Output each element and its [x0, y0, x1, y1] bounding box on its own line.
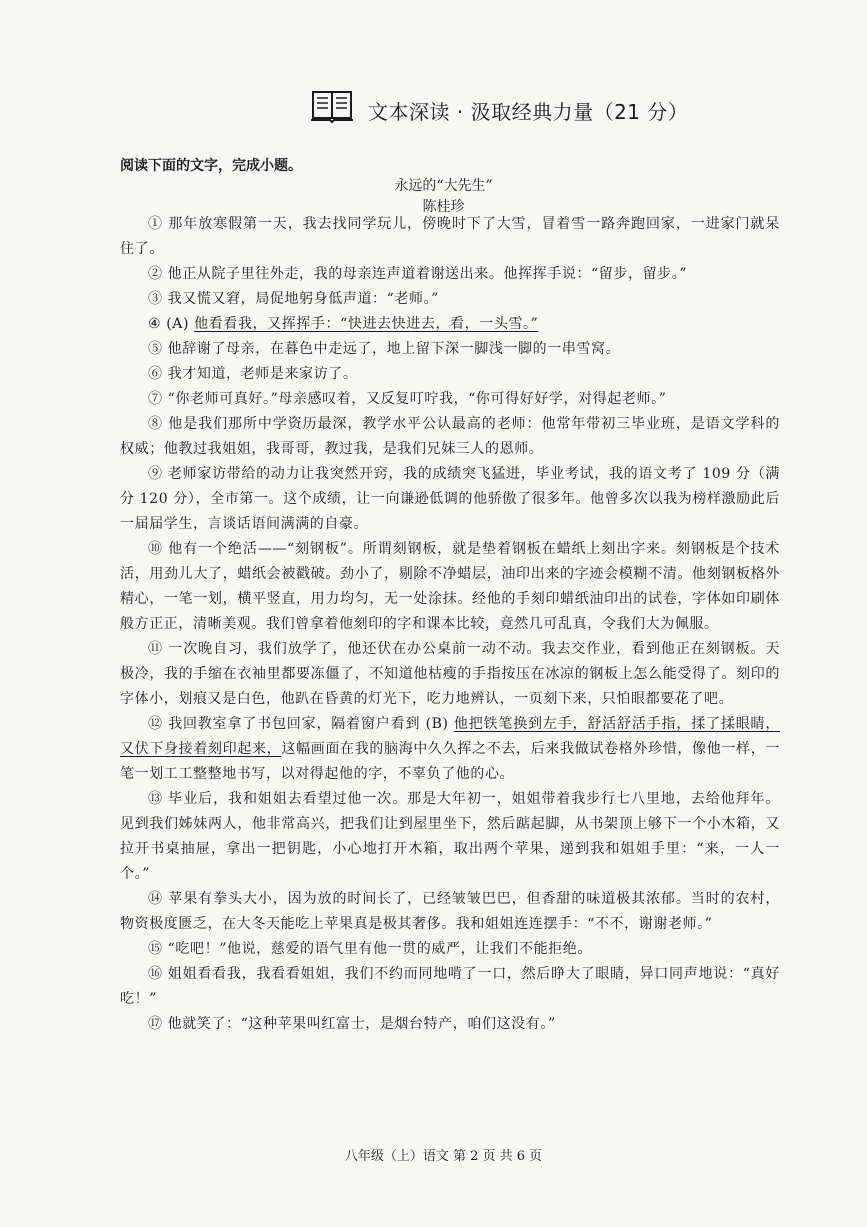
paragraph-8: ⑧ 他是我们那所中学资历最深，教学水平公认最高的老师：他常年带初三毕业班，是语文学科的权威；他教过我姐姐，我哥哥，教过我，是我们兄妹三人的恩师。: [120, 416, 780, 457]
underlined-sentence-a: 他看看我，又挥挥手：“快进去快进去，看，一头雪。”: [194, 316, 539, 332]
paragraph-12-prefix: ⑫ 我回教室拿了书包回家，隔着窗户看到 (B): [148, 716, 454, 732]
paragraph-12: [120, 712, 780, 787]
paragraph-16: ⑯ 姐姐看看我，我看看姐姐，我们不约而同地啃了一口，然后睁大了眼睛，异口同声地说：“真好吃！”: [120, 966, 780, 1007]
section-title: 文本深读 · 汲取经典力量（21 分）: [368, 100, 689, 124]
article-author: 陈桂珍: [422, 199, 465, 215]
underlined-sentence-b: 他把铁笔换到左手，舒活舒活手指，揉了揉眼睛，又伏下身接着刻印起来，: [120, 716, 780, 757]
paragraph-4-prefix: ④ (A): [148, 316, 195, 332]
paragraph-5: ⑤ 他辞谢了母亲，在暮色中走远了，地上留下深一脚浅一脚的一串雪窝。: [148, 341, 621, 357]
paragraph-17: ⑰ 他就笑了：“这种苹果叫红富士，是烟台特产，咱们这没有。”: [148, 1016, 556, 1032]
paragraph-9: ⑨ 老师家访带给的动力让我突然开窍，我的成绩突飞猛进，毕业考试，我的语文考了 109 分（满分 120 分），全市第一。这个成绩，让一向谦逊低调的他骄傲了很多年。他曾多次以我为榜样激励此后一届届学生，言谈话语间满满的自豪。: [120, 466, 780, 532]
paragraph-1: ① 那年放寒假第一天，我去找同学玩儿，傍晚时下了大雪，冒着雪一路奔跑回家，一进家门就呆住了。: [120, 216, 780, 257]
reading-instruction: 阅读下面的文字，完成小题。: [120, 158, 302, 174]
open-book-icon: [310, 88, 354, 124]
paragraph-14: ⑭ 苹果有拳头大小，因为放的时间长了，已经皱皱巴巴，但香甜的味道极其浓郁。当时的农村，物资极度匮乏，在大冬天能吃上苹果真是极其奢侈。我和姐姐连连摆手：“不不，谢谢老师。”: [120, 891, 780, 932]
article-title: 永远的“大先生”: [394, 178, 493, 194]
article-body: [120, 212, 780, 1037]
paragraph-15: ⑮ “吃吧！”他说，慈爱的语气里有他一贯的威严，让我们不能拒绝。: [148, 941, 592, 957]
paragraph-11: ⑪ 一次晚自习，我们放学了，他还伏在办公桌前一动不动。我去交作业，看到他正在刻钢板。天极冷，我的手缩在衣袖里都要冻僵了，不知道他枯瘦的手指按压在冰凉的钢板上怎么能受得了。刻印的字体小，划痕又是白色，他趴在昏黄的灯光下，吃力地辨认，一页刻下来，只怕眼都要花了吧。: [120, 641, 780, 707]
paragraph-3: ③ 我又慌又窘，局促地躬身低声道：“老师。”: [148, 291, 439, 307]
paragraph-7: ⑦ “你老师可真好。”母亲感叹着，又反复叮咛我，“你可得好好学，对得起老师。”: [148, 391, 667, 407]
paragraph-12-suffix: 这幅画面在我的脑海中久久挥之不去，后来我做试卷格外珍惜，像他一样，一笔一划工工整整地书写，以对得起他的字，不辜负了他的心。: [120, 741, 780, 782]
paragraph-13: ⑬ 毕业后，我和姐姐去看望过他一次。那是大年初一，姐姐带着我步行七八里地，去给他拜年。见到我们姊妹两人，他非常高兴，把我们让到屋里坐下，然后踮起脚，从书架顶上够下一个小木箱，又拉开书桌抽屉，拿出一把钥匙，小心地打开木箱，取出两个苹果，递到我和姐姐手里：“来，一人一个。”: [120, 791, 780, 882]
paragraph-6: ⑥ 我才知道，老师是来家访了。: [148, 366, 358, 382]
page-footer: 八年级（上）语文 第 2 页 共 6 页: [344, 1149, 543, 1164]
paragraph-4: [120, 312, 780, 337]
paragraph-2: ② 他正从院子里往外走，我的母亲连声道着谢送出来。他挥挥手说：“留步，留步。”: [148, 266, 688, 282]
section-header: [310, 86, 688, 125]
paragraph-10: ⑩ 他有一个绝活——“刻钢板”。所谓刻钢板，就是垫着钢板在蜡纸上刻出字来。刻钢板是个技术活，用劲儿大了，蜡纸会被戳破。劲小了，剔除不净蜡层，油印出来的字迹会模糊不清。他刻钢板格外精心，一笔一划，横平竖直，用力均匀，无一处涂抹。经他的手刻印蜡纸油印出的试卷，字体如印刷体般方正正，清晰美观。我们曾拿着他刻印的字和课本比较，竟然几可乱真，令我们大为佩服。: [120, 541, 780, 632]
